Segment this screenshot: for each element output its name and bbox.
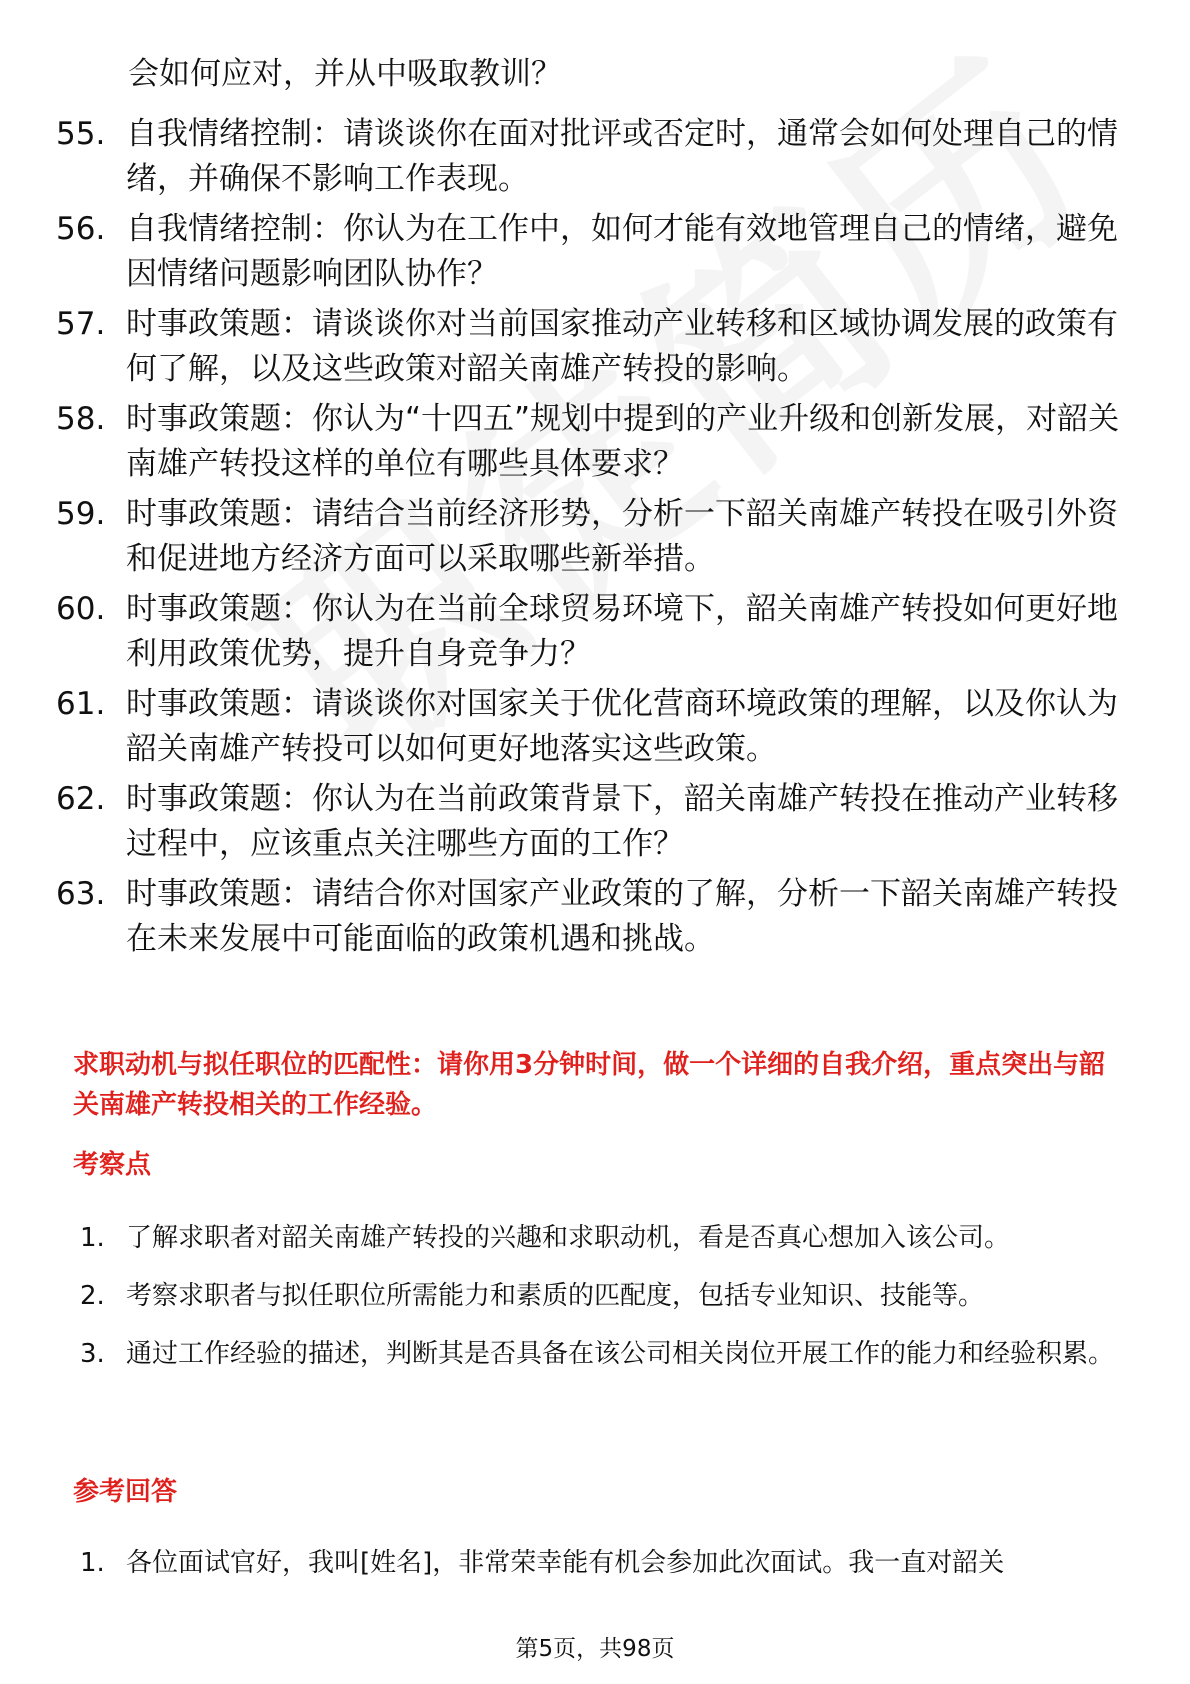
question-number: 55.: [56, 116, 106, 152]
list-item: [80, 1276, 1120, 1316]
question-text: 时事政策题：请结合你对国家产业政策的了解，分析一下韶关南雄产转投在未来发展中可能面临的政策机遇和挑战。: [126, 876, 1118, 957]
question-item: [56, 587, 1136, 676]
list-item: [80, 1543, 1120, 1583]
list-text: 通过工作经验的描述，判断其是否具备在该公司相关岗位开展工作的能力和经验积累。: [126, 1339, 1115, 1369]
question-text: 时事政策题：请结合当前经济形势，分析一下韶关南雄产转投在吸引外资和促进地方经济方面可以采取哪些新举措。: [126, 496, 1118, 577]
points-list: [80, 1218, 1120, 1383]
list-item: [80, 1325, 1120, 1383]
continued-question-text: 会如何应对，并从中吸取教训？: [128, 56, 562, 92]
list-number: 1.: [80, 1548, 105, 1578]
question-item: [56, 777, 1136, 866]
question-text: 自我情绪控制：请谈谈你在面对批评或否定时，通常会如何处理自己的情绪，并确保不影响工作表现。: [126, 116, 1118, 197]
question-item: [56, 682, 1136, 771]
list-item: [80, 1218, 1120, 1258]
question-item: [56, 872, 1136, 961]
question-text: 时事政策题：你认为在当前政策背景下，韶关南雄产转投在推动产业转移过程中，应该重点关注哪些方面的工作？: [126, 781, 1118, 862]
list-number: 3.: [80, 1339, 105, 1369]
question-item: [56, 207, 1136, 296]
section-title: 求职动机与拟任职位的匹配性：请你用3分钟时间，做一个详细的自我介绍，重点突出与韶关南雄产转投相关的工作经验。: [73, 1050, 1106, 1120]
answer-list: [80, 1543, 1120, 1583]
question-number: 60.: [56, 591, 106, 627]
question-text: 时事政策题：请谈谈你对国家关于优化营商环境政策的理解，以及你认为韶关南雄产转投可以如何更好地落实这些政策。: [126, 686, 1118, 767]
question-number: 56.: [56, 211, 106, 247]
question-text: 自我情绪控制：你认为在工作中，如何才能有效地管理自己的情绪，避免因情绪问题影响团队协作？: [126, 211, 1118, 292]
points-heading: 考察点: [73, 1150, 152, 1180]
question-number: 61.: [56, 686, 106, 722]
page-footer: 第5页，共98页: [515, 1636, 675, 1662]
question-item: [56, 397, 1136, 486]
question-text: 时事政策题：请谈谈你对当前国家推动产业转移和区域协调发展的政策有何了解，以及这些政策对韶关南雄产转投的影响。: [126, 306, 1118, 387]
question-list: [56, 112, 1136, 967]
question-number: 62.: [56, 781, 106, 817]
list-text: 考察求职者与拟任职位所需能力和素质的匹配度，包括专业知识、技能等。: [126, 1281, 985, 1311]
question-number: 57.: [56, 306, 106, 342]
list-text: 各位面试官好，我叫[姓名]，非常荣幸能有机会参加此次面试。我一直对韶关: [126, 1548, 1005, 1578]
question-number: 63.: [56, 876, 106, 912]
question-item: [56, 302, 1136, 391]
answer-heading: 参考回答: [73, 1477, 178, 1507]
list-number: 2.: [80, 1281, 105, 1311]
question-item: [56, 112, 1136, 201]
list-text: 了解求职者对韶关南雄产转投的兴趣和求职动机，看是否真心想加入该公司。: [126, 1223, 1011, 1253]
question-number: 59.: [56, 496, 106, 532]
list-number: 1.: [80, 1223, 105, 1253]
question-number: 58.: [56, 401, 106, 437]
question-text: 时事政策题：你认为“十四五”规划中提到的产业升级和创新发展，对韶关南雄产转投这样的单位有哪些具体要求？: [126, 401, 1120, 482]
question-item: [56, 492, 1136, 581]
question-text: 时事政策题：你认为在当前全球贸易环境下，韶关南雄产转投如何更好地利用政策优势，提升自身竞争力？: [126, 591, 1118, 672]
